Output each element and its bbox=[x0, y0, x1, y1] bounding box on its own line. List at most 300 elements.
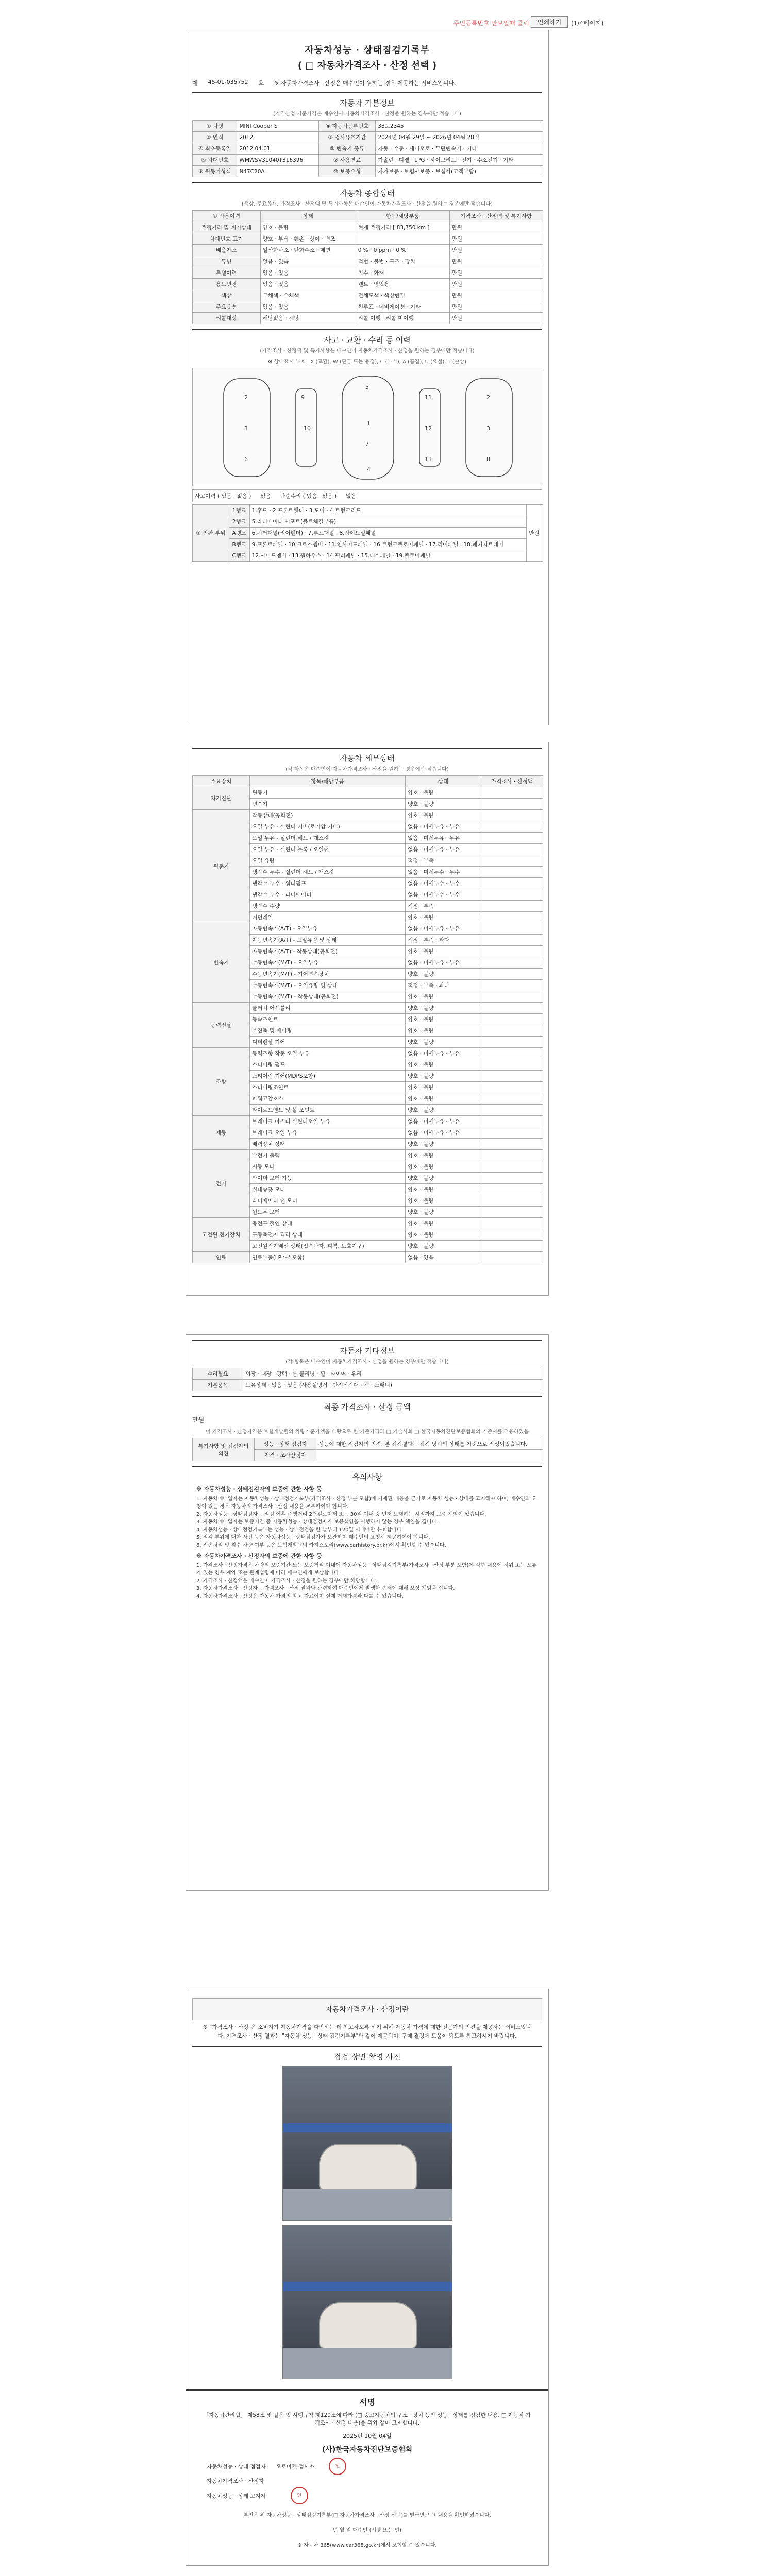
signer-head-2: 가격 · 조사산정자 bbox=[255, 1450, 316, 1461]
doc-no-suffix: 호 bbox=[258, 80, 264, 87]
basic-info-table bbox=[192, 120, 543, 177]
detail-state: 양호 · 불량 bbox=[406, 810, 481, 821]
basic-label: ⑤ 변속기 종류 bbox=[318, 143, 376, 155]
other-items: 보유상태 · 없음 · 있음 (사용설명서 · 안전삼각대 · 잭 · 스패너) bbox=[243, 1380, 543, 1391]
inspection-photo-2 bbox=[282, 2225, 452, 2379]
status-note: 만원 bbox=[449, 233, 543, 245]
detail-price bbox=[481, 946, 543, 957]
doc-notice: ※ 자동차가격조사 · 산정은 매수인이 원하는 경우 제공하는 서비스입니다. bbox=[274, 80, 456, 87]
detail-state: 양호 · 불량 bbox=[406, 991, 481, 1003]
caution-item: 3. 자동차가격조사 · 산정자는 가격조사 · 산정 결과와 관련하여 매수인에게 발생한 손해에 대해 보상 책임을 집니다. bbox=[196, 1586, 455, 1591]
detail-head bbox=[193, 776, 543, 787]
detail-state: 없음 · 있음 bbox=[406, 1252, 481, 1263]
detail-item: 원동기 bbox=[250, 787, 406, 799]
detail-price bbox=[481, 1082, 543, 1093]
foot-sign: 년 월 일 매수인 (서명 또는 인) bbox=[332, 2528, 402, 2534]
detail-title: 자동차 세부상태 bbox=[192, 748, 542, 764]
car-shape bbox=[319, 2144, 417, 2190]
status-note: 만원 bbox=[449, 256, 543, 267]
detail-price bbox=[481, 935, 543, 946]
svg-text:8: 8 bbox=[486, 456, 490, 463]
detail-group: 자기진단 bbox=[193, 787, 250, 810]
signer-row bbox=[207, 2487, 528, 2504]
detail-item: 충전구 절연 상태 bbox=[250, 1218, 406, 1229]
detail-state: 양호 · 불량 bbox=[406, 799, 481, 810]
status-state: 일산화탄소 · 탄화수소 · 매연 bbox=[260, 245, 356, 256]
detail-item: 스티어링 기어(MDPS포함) bbox=[250, 1071, 406, 1082]
svg-text:12: 12 bbox=[425, 425, 432, 432]
basic-value: 2024년 04월 29일 ~ 2026년 04월 28일 bbox=[376, 132, 543, 143]
detail-price bbox=[481, 980, 543, 991]
caution-item: 4. 자동차성능 · 상태점검기록부는 성능 · 상태점검을 한 날부터 120일 이내에만 유효합니다. bbox=[196, 1527, 404, 1533]
basic-value: N47C20A bbox=[237, 166, 318, 177]
top-bar bbox=[0, 0, 773, 31]
status-state: 없음 · 있음 bbox=[260, 267, 356, 279]
status-state: 무채색 · 유채색 bbox=[260, 290, 356, 301]
status-item: 주요옵션 bbox=[193, 301, 261, 313]
detail-state: 양호 · 불량 bbox=[406, 1071, 481, 1082]
basic-label: ⑨ 원동기형식 bbox=[193, 166, 237, 177]
basic-value: 2012 bbox=[237, 132, 318, 143]
seal-icon: 인 bbox=[329, 2458, 346, 2475]
status-item: 특별이력 bbox=[193, 267, 261, 279]
signers bbox=[186, 2458, 548, 2504]
detail-item: 오일 유량 bbox=[250, 855, 406, 867]
detail-row bbox=[193, 1003, 543, 1014]
detail-price bbox=[481, 1139, 543, 1150]
basic-value: MINI Cooper S bbox=[237, 121, 318, 132]
status-note: 만원 bbox=[449, 313, 543, 324]
detail-row bbox=[193, 1116, 543, 1127]
part-rank: A랭크 bbox=[229, 528, 249, 539]
detail-state: 양호 · 불량 bbox=[406, 787, 481, 799]
status-state: 양호 · 불량 bbox=[260, 222, 356, 233]
detail-price bbox=[481, 799, 543, 810]
detail-price bbox=[481, 1161, 543, 1173]
detail-state: 없음 · 미세누유 · 누유 bbox=[406, 957, 481, 969]
status-detail: 현재 주행거리 [ 83,750 km ] bbox=[356, 222, 449, 233]
status-detail: 렌트 · 영업용 bbox=[356, 279, 449, 290]
svg-text:5: 5 bbox=[365, 384, 369, 391]
status-note: 만원 bbox=[449, 290, 543, 301]
caution-list-1 bbox=[196, 1495, 538, 1549]
detail-group: 변속기 bbox=[193, 923, 250, 1003]
basic-row bbox=[193, 121, 543, 132]
simple-repair-value: 없음 bbox=[346, 493, 357, 499]
detail-price bbox=[481, 821, 543, 833]
status-row bbox=[193, 245, 543, 256]
signer-row bbox=[207, 2477, 528, 2485]
status-note: (색상, 주요옵션, 가격조사 · 산정액 및 특기사항은 매수인이 자동차가격조사 · 산정을 원하는 경우에만 적습니다) bbox=[242, 201, 493, 207]
status-row bbox=[193, 256, 543, 267]
detail-state: 없음 · 미세누유 · 누유 bbox=[406, 821, 481, 833]
detail-state: 없음 · 미세누수 · 누수 bbox=[406, 867, 481, 878]
basic-label: ⑩ 보증유형 bbox=[318, 166, 376, 177]
status-head-cell: 상태 bbox=[260, 211, 356, 222]
status-head-cell: 항목/해당부품 bbox=[356, 211, 449, 222]
detail-state: 양호 · 불량 bbox=[406, 1173, 481, 1184]
part-row bbox=[193, 539, 543, 550]
part-items: 1.후드 · 2.프론트휀더 · 3.도어 · 4.트렁크리드 bbox=[249, 505, 527, 516]
inspection-photo-1 bbox=[282, 2066, 452, 2221]
part-row bbox=[193, 550, 543, 562]
detail-price bbox=[481, 1241, 543, 1252]
status-note: 만원 bbox=[449, 245, 543, 256]
signer-row bbox=[207, 2458, 528, 2475]
sign-title: 서명 bbox=[186, 2389, 548, 2408]
detail-item: 등속조인트 bbox=[250, 1014, 406, 1025]
detail-state: 양호 · 불량 bbox=[406, 1161, 481, 1173]
detail-price bbox=[481, 844, 543, 855]
status-detail bbox=[356, 233, 449, 245]
status-row bbox=[193, 233, 543, 245]
other-label: 수리필요 bbox=[193, 1368, 243, 1380]
detail-row bbox=[193, 923, 543, 935]
part-row bbox=[193, 528, 543, 539]
status-detail: 썬루프 · 네비게이션 · 기타 bbox=[356, 301, 449, 313]
detail-item: 수동변속기(M/T) - 오일유량 및 상태 bbox=[250, 980, 406, 991]
detail-price bbox=[481, 855, 543, 867]
car-outline-diagram bbox=[193, 368, 543, 486]
status-state: 없음 · 있음 bbox=[260, 256, 356, 267]
detail-item: 발전기 출력 bbox=[250, 1150, 406, 1161]
simple-repair-label: 단순수리 ( 있음 · 없음 ) bbox=[280, 493, 337, 499]
sign-text: 「자동차관리법」 제58조 및 같은 법 시행규칙 제120조에 따라 (□ 중고자동차의 구조 · 장치 등의 성능 · 상태를 점검한 내용, □ 자동차 가격조사 · 산정 내용)을 위와 같이 고지합니다. bbox=[203, 2412, 531, 2427]
basic-label: ⑥ 차대번호 bbox=[193, 155, 237, 166]
detail-row bbox=[193, 1252, 543, 1263]
detail-item: 변속기 bbox=[250, 799, 406, 810]
detail-group: 동력전달 bbox=[193, 1003, 250, 1048]
detail-state: 양호 · 불량 bbox=[406, 1207, 481, 1218]
detail-item: 냉각수 수량 bbox=[250, 901, 406, 912]
detail-state: 없음 · 미세누유 · 누유 bbox=[406, 844, 481, 855]
basic-label: ⑦ 사용연료 bbox=[318, 155, 376, 166]
detail-price bbox=[481, 787, 543, 799]
basic-row bbox=[193, 155, 543, 166]
detail-group: 조향 bbox=[193, 1048, 250, 1116]
caution-heading-1: ※ 자동차성능 · 상태점검자의 보증에 관한 사항 등 bbox=[196, 1486, 322, 1493]
caution-list-2 bbox=[196, 1562, 538, 1600]
status-state: 없음 · 있음 bbox=[260, 279, 356, 290]
svg-text:3: 3 bbox=[244, 425, 248, 432]
detail-price bbox=[481, 1207, 543, 1218]
caution-item: 1. 자동차매매업자는 자동차성능 · 상태점검기록부(가격조사 · 산정 부분 포함)에 기재된 내용을 근거로 자동차 성능 · 상태를 고지해야 하며, 매수인의 요청이 있는 경우 자동차의 가격조사 · 산정 내용을 교부하여야 합니다. bbox=[196, 1496, 537, 1510]
other-row bbox=[193, 1368, 543, 1380]
svg-text:11: 11 bbox=[425, 394, 432, 401]
final-text: 이 가격조사 · 산정가격은 보험개발원의 차량기준가액을 바탕으로 한 기준가격과 □ 기술사회 □ 한국자동차진단보증협회의 기준서를 적용하였음 bbox=[206, 1429, 529, 1435]
parts-head: ① 외판 부위 bbox=[193, 505, 229, 562]
detail-state: 없음 · 미세누유 · 누유 bbox=[406, 1127, 481, 1139]
detail-price bbox=[481, 889, 543, 901]
basic-row bbox=[193, 166, 543, 177]
detail-price bbox=[481, 1173, 543, 1184]
signer-label: 자동차성능 · 상태 고지자 bbox=[207, 2493, 266, 2499]
detail-item: 냉각수 누수 - 실린더 헤드 / 개스킷 bbox=[250, 867, 406, 878]
detail-item: 자동변속기(A/T) - 작동상태(공회전) bbox=[250, 946, 406, 957]
lift-bar bbox=[283, 2123, 452, 2132]
detail-state: 적정 · 부족 bbox=[406, 901, 481, 912]
detail-group: 전기 bbox=[193, 1150, 250, 1218]
detail-item: 라디에이터 팬 모터 bbox=[250, 1195, 406, 1207]
basic-value: 2012.04.01 bbox=[237, 143, 318, 155]
detail-note: (각 항목은 매수인이 자동차가격조사 · 산정을 원하는 경우에만 적습니다) bbox=[285, 767, 449, 772]
status-note: 만원 bbox=[449, 222, 543, 233]
accident-legend bbox=[192, 489, 542, 502]
detail-price bbox=[481, 1229, 543, 1241]
basic-row bbox=[193, 143, 543, 155]
detail-price bbox=[481, 1003, 543, 1014]
status-row bbox=[193, 313, 543, 324]
status-state: 해당없음 · 해당 bbox=[260, 313, 356, 324]
detail-state: 양호 · 불량 bbox=[406, 1003, 481, 1014]
basic-value: 33도2345 bbox=[376, 121, 543, 132]
part-note: 만원 bbox=[527, 505, 543, 562]
photo-title: 점검 장면 촬영 사진 bbox=[192, 2046, 542, 2062]
detail-state: 없음 · 미세누유 · 누유 bbox=[406, 833, 481, 844]
detail-price bbox=[481, 991, 543, 1003]
detail-item: 커먼레일 bbox=[250, 912, 406, 923]
detail-state: 양호 · 불량 bbox=[406, 1195, 481, 1207]
detail-item: 수동변속기(M/T) - 작동상태(공회전) bbox=[250, 991, 406, 1003]
detail-state: 양호 · 불량 bbox=[406, 1025, 481, 1037]
ssn-notice-link[interactable]: 주민등록번호 안보일때 클릭 bbox=[453, 20, 529, 27]
detail-state: 양호 · 불량 bbox=[406, 1139, 481, 1150]
detail-item: 냉각수 누수 - 워터펌프 bbox=[250, 878, 406, 889]
final-price-row bbox=[192, 1415, 542, 1424]
caution-block bbox=[196, 1485, 538, 1600]
accident-history-value: 없음 bbox=[260, 493, 271, 499]
status-detail: 리콜 이행 · 리콜 미이행 bbox=[356, 313, 449, 324]
detail-item: 스티어링조인트 bbox=[250, 1082, 406, 1093]
floor bbox=[283, 2189, 452, 2220]
detail-item: 수동변속기(M/T) - 기어변속장치 bbox=[250, 969, 406, 980]
detail-item: 고전원전기배선 상태(접속단자, 피복, 보호기구) bbox=[250, 1241, 406, 1252]
detail-item: 배력장치 상태 bbox=[250, 1139, 406, 1150]
detail-price bbox=[481, 923, 543, 935]
detail-item: 타이로드엔드 및 볼 조인트 bbox=[250, 1105, 406, 1116]
detail-state: 양호 · 불량 bbox=[406, 969, 481, 980]
foot-text: 본인은 위 자동차성능 · 상태점검기록부(□ 자동차가격조사 · 산정 선택)를 발급받고 그 내용을 확인하였습니다. bbox=[243, 2513, 491, 2519]
detail-item: 클러치 어셈블리 bbox=[250, 1003, 406, 1014]
status-item: 주행거리 및 계기상태 bbox=[193, 222, 261, 233]
caution-item: 1. 가격조사 · 산정가격은 차량의 보증기간 또는 보증거리 이내에 자동차성능 · 상태점검기록부(가격조사 · 산정 부분 포함)에 적힌 내용에 허위 또는 오류가 있는 경우 계약 또는 관계법령에 따라 매수인에게 보상합니다. bbox=[196, 1563, 537, 1576]
detail-price bbox=[481, 1037, 543, 1048]
car-shape bbox=[319, 2302, 417, 2349]
detail-head-cell: 상태 bbox=[406, 776, 481, 787]
detail-item: 오일 누유 - 실린더 블록 / 오일팬 bbox=[250, 844, 406, 855]
part-items: 5.라디에이터 서포트(볼트체결부품) bbox=[249, 516, 527, 528]
detail-group: 제동 bbox=[193, 1116, 250, 1150]
signer-blank bbox=[316, 1450, 543, 1461]
detail-row bbox=[193, 787, 543, 799]
page-4 bbox=[186, 1989, 549, 2566]
detail-item: 추진축 및 베어링 bbox=[250, 1025, 406, 1037]
status-row bbox=[193, 279, 543, 290]
detail-state: 양호 · 불량 bbox=[406, 912, 481, 923]
status-detail: 전체도색 · 색상변경 bbox=[356, 290, 449, 301]
price-banner-title: 자동차가격조사 · 산정이란 bbox=[192, 1998, 542, 2020]
status-state: 양호 · 부식 · 훼손 · 상이 · 변조 bbox=[260, 233, 356, 245]
signer-label: 자동차가격조사 · 산정자 bbox=[207, 2478, 264, 2485]
detail-price bbox=[481, 1014, 543, 1025]
detail-state: 양호 · 불량 bbox=[406, 1059, 481, 1071]
other-table bbox=[192, 1368, 543, 1391]
detail-state: 양호 · 불량 bbox=[406, 946, 481, 957]
basic-info-note: (가격산정 기준가격은 매수인이 자동차가격조사 · 산정을 원하는 경우에만 적습니다) bbox=[273, 111, 461, 117]
footer-link[interactable]: ※ 자동차 365(www.car365.go.kr)에서 조회할 수 있습니다. bbox=[297, 2543, 437, 2549]
detail-head-cell: 가격조사 · 산정액 bbox=[481, 776, 543, 787]
basic-label: ④ 최초등록일 bbox=[193, 143, 237, 155]
detail-price bbox=[481, 957, 543, 969]
detail-state: 적정 · 부족 bbox=[406, 855, 481, 867]
detail-group: 고전원 전기장치 bbox=[193, 1218, 250, 1252]
detail-state: 적정 · 부족 · 과다 bbox=[406, 935, 481, 946]
basic-value: 자동 · 수동 · 세미오토 · 무단변속기 · 기타 bbox=[376, 143, 543, 155]
detail-state: 양호 · 불량 bbox=[406, 1150, 481, 1161]
detail-price bbox=[481, 1048, 543, 1059]
status-item: 튜닝 bbox=[193, 256, 261, 267]
basic-label: ② 연식 bbox=[193, 132, 237, 143]
print-button[interactable]: 인쇄하기 bbox=[531, 16, 568, 28]
detail-state: 양호 · 불량 bbox=[406, 1014, 481, 1025]
status-item: 차대번호 표기 bbox=[193, 233, 261, 245]
page-count: (1/4페이지) bbox=[571, 20, 604, 27]
doc-no: 45-01-035752 bbox=[208, 79, 248, 86]
caution-item: 3. 자동차매매업자는 보증기간 중 자동차성능 · 상태점검자가 보증책임을 이행하지 않는 경우 책임을 집니다. bbox=[196, 1519, 439, 1525]
detail-row bbox=[193, 1048, 543, 1059]
detail-item: 오일 누유 - 실린더 커버(로커암 커버) bbox=[250, 821, 406, 833]
status-table bbox=[192, 210, 543, 324]
detail-price bbox=[481, 833, 543, 844]
other-items: 외장 · 내장 · 광택 · 룸 클리닝 · 휠 · 타이어 · 유리 bbox=[243, 1368, 543, 1380]
detail-item: 브레이크 마스터 실린더오일 누유 bbox=[250, 1116, 406, 1127]
seal-icon: 인 bbox=[291, 2487, 308, 2504]
car-diagram bbox=[192, 368, 542, 486]
status-detail: 적법 · 불법 · 구조 · 장치 bbox=[356, 256, 449, 267]
detail-item: 수동변속기(M/T) - 오일누유 bbox=[250, 957, 406, 969]
basic-value: 자가보증 · 보험사보증 · 보험사(고객부담) bbox=[376, 166, 543, 177]
detail-price bbox=[481, 878, 543, 889]
detail-state: 없음 · 미세누유 · 누유 bbox=[406, 1116, 481, 1127]
detail-price bbox=[481, 1195, 543, 1207]
final-title: 최종 가격조사 · 산정 금액 bbox=[192, 1396, 542, 1412]
detail-price bbox=[481, 1059, 543, 1071]
status-state: 없음 · 있음 bbox=[260, 301, 356, 313]
accident-legend-note: ※ 상태표시 부호 : X (교환), W (판금 또는 용접), C (부식), A (흠집), U (요철), T (손상) bbox=[267, 359, 466, 365]
other-title: 자동차 기타정보 bbox=[192, 1340, 542, 1356]
lift-bar bbox=[283, 2282, 452, 2291]
status-item: 리콜대상 bbox=[193, 313, 261, 324]
detail-row bbox=[193, 810, 543, 821]
caution-item: 2. 가격조사 · 산정액은 매수인이 가격조사 · 산정을 원하는 경우에만 해당합니다. bbox=[196, 1578, 377, 1584]
status-head-cell: 가격조사 · 산정액 및 특기사항 bbox=[449, 211, 543, 222]
doc-subtitle: ( □ 자동차가격조사 · 산정 선택 ) bbox=[297, 60, 437, 71]
status-head bbox=[193, 211, 543, 222]
basic-row bbox=[193, 132, 543, 143]
detail-item: 자동변속기(A/T) - 오일누유 bbox=[250, 923, 406, 935]
detail-price bbox=[481, 1184, 543, 1195]
basic-label: ③ 검사유효기간 bbox=[318, 132, 376, 143]
detail-price bbox=[481, 1116, 543, 1127]
basic-value: 가솔린 · 디젤 · LPG · 하이브리드 · 전기 · 수소전기 · 기타 bbox=[376, 155, 543, 166]
caution-item: 6. 전손처리 및 침수 차량 여부 등은 보험개발원의 카히스토리(www.carhistory.or.kr)에서 확인할 수 있습니다. bbox=[196, 1542, 446, 1548]
signer-head-1: 성능 · 상태 점검자 bbox=[255, 1438, 316, 1450]
detail-price bbox=[481, 1105, 543, 1116]
doc-meta bbox=[192, 79, 542, 87]
status-row bbox=[193, 301, 543, 313]
signer-label: 자동차성능 · 상태 점검자 bbox=[207, 2463, 266, 2470]
status-item: 색상 bbox=[193, 290, 261, 301]
detail-row bbox=[193, 1218, 543, 1229]
detail-item: 시동 모터 bbox=[250, 1161, 406, 1173]
basic-label: ① 차명 bbox=[193, 121, 237, 132]
svg-text:4: 4 bbox=[367, 466, 371, 473]
doc-title: 자동차성능 · 상태점검기록부 bbox=[304, 45, 430, 56]
status-title: 자동차 종합상태 bbox=[192, 182, 542, 198]
caution-heading-2: ※ 자동차가격조사 · 산정자의 보증에 관한 사항 등 bbox=[196, 1552, 322, 1560]
detail-price bbox=[481, 1252, 543, 1263]
basic-label: ⑧ 자동차등록번호 bbox=[318, 121, 376, 132]
caution-item: 5. 점검 부위에 대한 사진 등은 자동차성능 · 상태점검자가 보관하며 매수인의 요청시 제공하여야 합니다. bbox=[196, 1534, 430, 1540]
other-row bbox=[193, 1380, 543, 1391]
detail-state: 양호 · 불량 bbox=[406, 1093, 481, 1105]
detail-state: 양호 · 불량 bbox=[406, 1218, 481, 1229]
status-note: 만원 bbox=[449, 267, 543, 279]
part-items: 9.프론트패널 · 10.크로스멤버 · 11.인사이드패널 · 16.트렁크플로어패널 · 17.리어패널 · 18.패키지트레이 bbox=[249, 539, 527, 550]
page-2 bbox=[186, 742, 549, 1296]
detail-table bbox=[192, 775, 543, 1263]
part-items: 12.사이드멤버 · 13.휠하우스 · 14.필러패널 · 15.대쉬패널 · 19.플로어패널 bbox=[249, 550, 527, 562]
detail-group: 원동기 bbox=[193, 810, 250, 923]
status-row bbox=[193, 267, 543, 279]
caution-item: 2. 자동차성능 · 상태점검자는 점검 이후 주행거리 2천킬로미터 또는 30일 이내 중 먼저 도래하는 시점까지 보증 책임이 있습니다. bbox=[196, 1511, 486, 1517]
status-note: 만원 bbox=[449, 301, 543, 313]
status-item: 배출가스 bbox=[193, 245, 261, 256]
detail-item: 냉각수 누수 - 라디에이터 bbox=[250, 889, 406, 901]
detail-head-cell: 주요장치 bbox=[193, 776, 250, 787]
detail-item: 오일 누유 - 실린더 헤드 / 개스킷 bbox=[250, 833, 406, 844]
detail-item: 디퍼렌셜 기어 bbox=[250, 1037, 406, 1048]
parts-table bbox=[192, 504, 543, 562]
svg-text:6: 6 bbox=[244, 456, 248, 463]
detail-state: 없음 · 미세누수 · 누수 bbox=[406, 878, 481, 889]
svg-text:3: 3 bbox=[486, 425, 490, 432]
detail-state: 양호 · 불량 bbox=[406, 1184, 481, 1195]
status-head-cell: ① 사용이력 bbox=[193, 211, 261, 222]
caution-title: 유의사항 bbox=[192, 1466, 542, 1482]
price-banner-text: ※ "가격조사 · 산정"은 소비자가 자동차가격을 파악하는 데 참고하도록 하기 위해 자동차 가격에 대한 전문가의 의견을 제공하는 서비스입니다. 가격조사 · 산정 결과는 "자동차 성능 · 상태 점검기록부"와 같이 제공되며, 구매 결정에 도움이 되도록 참고하시기 바랍니다. bbox=[203, 2024, 531, 2039]
detail-price bbox=[481, 1218, 543, 1229]
other-note: (각 항목은 매수인이 자동차가격조사 · 산정을 원하는 경우에만 적습니다) bbox=[285, 1359, 449, 1365]
signer-name: 오토마켓 검사소 bbox=[276, 2463, 315, 2470]
final-unit: 만원 bbox=[192, 1416, 205, 1423]
detail-item: 동력조향 작동 오일 누유 bbox=[250, 1048, 406, 1059]
detail-item: 실내송풍 모터 bbox=[250, 1184, 406, 1195]
detail-state: 적정 · 부족 · 과다 bbox=[406, 980, 481, 991]
svg-text:1: 1 bbox=[367, 420, 371, 427]
svg-text:2: 2 bbox=[244, 394, 248, 401]
svg-text:10: 10 bbox=[304, 425, 311, 432]
page-1 bbox=[186, 30, 549, 725]
svg-text:13: 13 bbox=[425, 456, 432, 463]
status-detail: 침수 · 화재 bbox=[356, 267, 449, 279]
detail-state: 양호 · 불량 bbox=[406, 1241, 481, 1252]
detail-state: 없음 · 미세누수 · 누수 bbox=[406, 889, 481, 901]
detail-item: 브레이크 오일 누유 bbox=[250, 1127, 406, 1139]
detail-price bbox=[481, 1150, 543, 1161]
signer-head-0: 특기사항 및 점검자의 의견 bbox=[193, 1438, 255, 1461]
detail-price bbox=[481, 1093, 543, 1105]
